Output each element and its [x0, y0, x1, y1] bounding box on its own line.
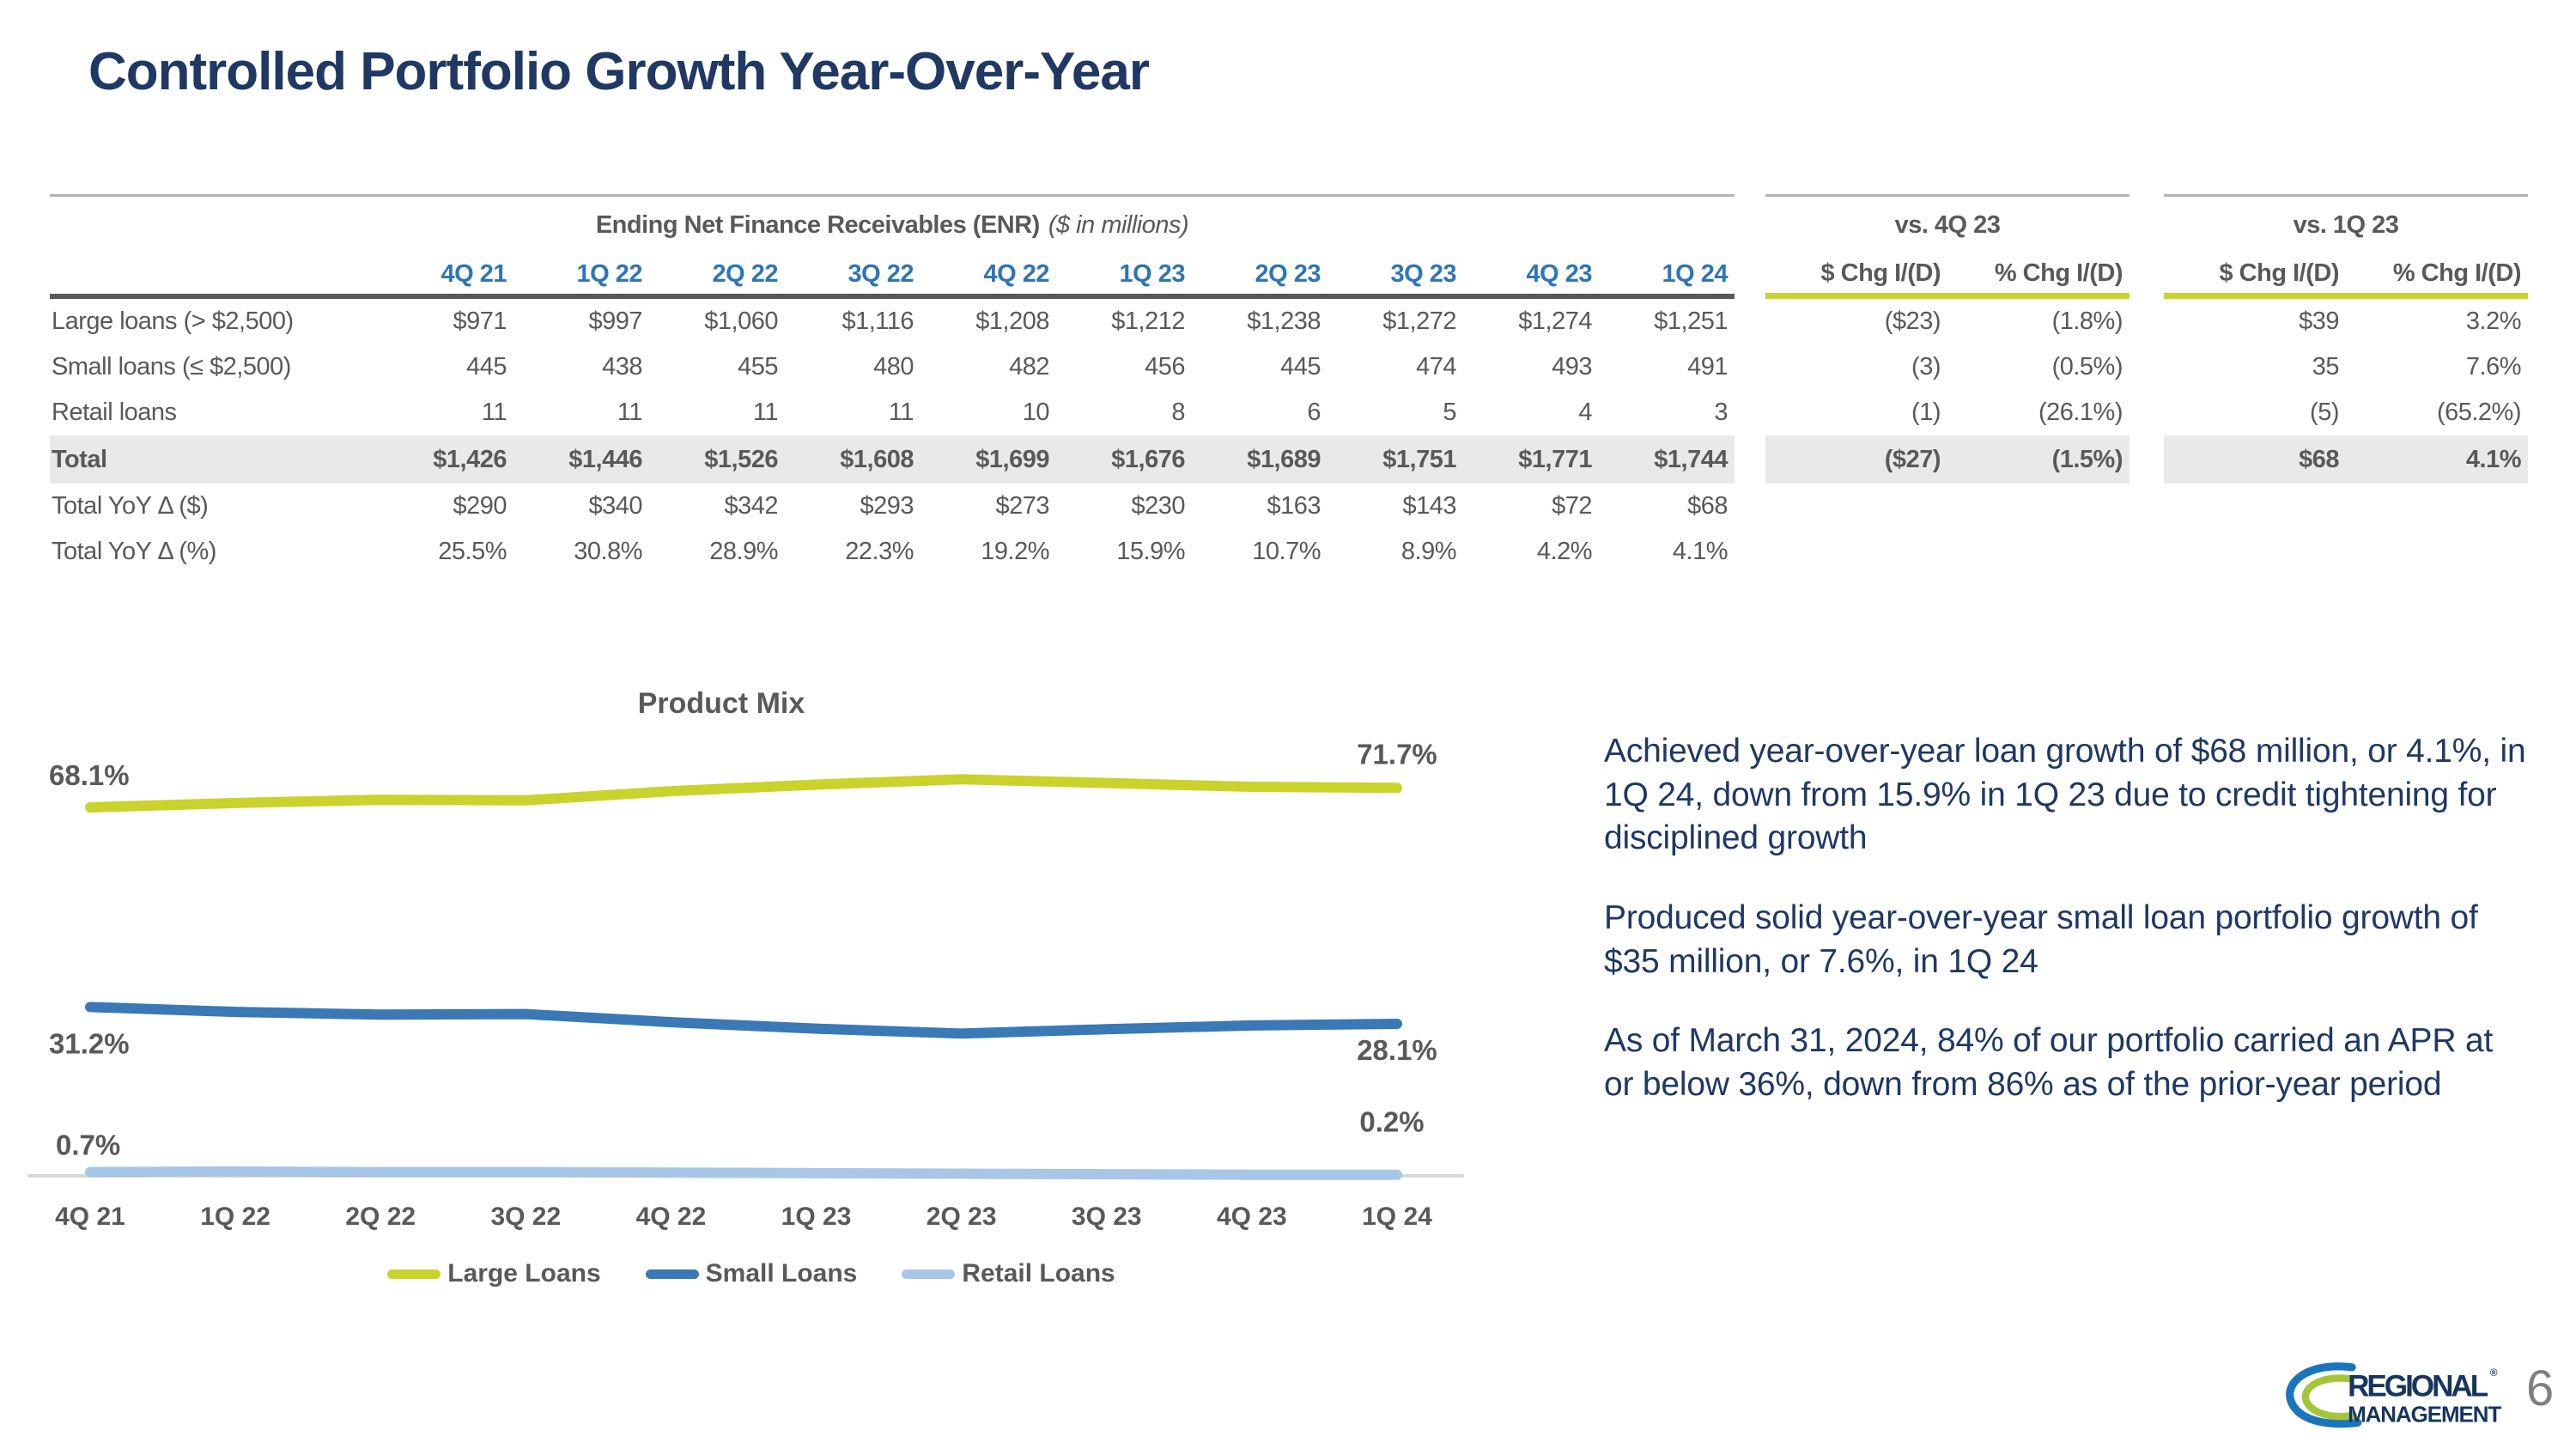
enr-table — [50, 194, 2528, 575]
table-cell: 28.9% — [709, 538, 778, 565]
table-cell: 455 — [738, 353, 778, 381]
table-cell: 445 — [466, 353, 507, 381]
table-cell: 456 — [1145, 353, 1185, 381]
table-cell: 15.9% — [1116, 538, 1185, 565]
row-label: Retail loans — [52, 399, 177, 426]
quarter-header: 4Q 21 — [378, 254, 513, 299]
vs-4q23-pct-cell: (26.1%) — [2038, 399, 2123, 426]
table-cell: 3 — [1714, 399, 1728, 426]
logo-text-bottom: MANAGEMENT — [2348, 1401, 2502, 1428]
table-cell: 4.1% — [1672, 538, 1728, 565]
table-cell: $340 — [588, 492, 642, 520]
commentary-text — [1604, 730, 2527, 1143]
enr-section-header — [50, 194, 1735, 254]
table-cell: 22.3% — [845, 538, 914, 565]
table-cell: 19.2% — [981, 538, 1049, 565]
table-cell: $1,426 — [378, 435, 513, 484]
table-cell: 6 — [1307, 399, 1321, 426]
legend-swatch — [387, 1269, 440, 1279]
table-cell: $1,771 — [1463, 435, 1599, 484]
table-cell: 11 — [481, 399, 507, 426]
chart-plot-area — [26, 727, 1477, 1216]
table-cell: $1,699 — [920, 435, 1056, 484]
legend-item-retail-loans — [902, 1259, 1115, 1288]
data-label-start: 0.7% — [56, 1129, 121, 1161]
table-cell: $68 — [1687, 492, 1728, 520]
vs-1q23-pct-cell: (65.2%) — [2436, 399, 2521, 426]
row-label: Small loans (≤ $2,500) — [52, 353, 291, 381]
table-cell: $1,274 — [1518, 307, 1592, 335]
logo-trademark: ® — [2489, 1367, 2498, 1379]
x-tick-label: 2Q 23 — [926, 1202, 997, 1231]
logo-svg — [2277, 1360, 2507, 1435]
vs-4q23-header: vs. 4Q 23 — [1765, 194, 2129, 254]
logo-text-top: REGIONAL — [2348, 1369, 2489, 1403]
legend-item-small-loans — [646, 1259, 858, 1288]
data-label-end: 28.1% — [1357, 1033, 1437, 1066]
data-label-start: 68.1% — [49, 758, 130, 791]
quarter-header: 2Q 22 — [649, 254, 785, 299]
bullet-loan-growth: Achieved year-over-year loan growth of $68 million, or 4.1%, in 1Q 24, down from 15.9% in 1Q 23 due to credit tightening for disciplined growth — [1604, 733, 2526, 857]
vs-1q23-dollar-cell: 35 — [2312, 353, 2339, 381]
product-mix-chart — [26, 677, 1477, 1338]
table-cell: $290 — [453, 492, 507, 520]
bullet-small-loan-growth: Produced solid year-over-year small loan portfolio growth of $35 million, or 7.6%, in 1Q 24 — [1604, 899, 2478, 980]
legend-label: Small Loans — [705, 1259, 858, 1288]
column-header-spacer — [50, 254, 378, 299]
legend-label: Large Loans — [447, 1259, 601, 1288]
table-cell: $997 — [588, 307, 642, 335]
legend-swatch — [646, 1269, 699, 1279]
vs-1q23-pct-cell: 7.6% — [2465, 353, 2521, 381]
quarter-header: 1Q 22 — [513, 254, 649, 299]
vs-4q23-dollar-cell: ($23) — [1884, 307, 1941, 335]
row-label: Total — [50, 435, 378, 484]
x-tick-label: 2Q 22 — [345, 1202, 416, 1231]
table-cell: $1,689 — [1192, 435, 1327, 484]
x-tick-label: 4Q 22 — [635, 1202, 707, 1231]
table-cell: 30.8% — [574, 538, 642, 565]
table-cell: 11 — [888, 399, 914, 426]
table-cell: $1,251 — [1654, 307, 1728, 335]
table-cell: $971 — [453, 307, 507, 335]
table-cell: $1,608 — [785, 435, 920, 484]
vs-4q23-pct-cell: (0.5%) — [2051, 353, 2123, 381]
table-cell: $72 — [1552, 492, 1592, 520]
table-cell: 8.9% — [1400, 538, 1456, 565]
series-line-large-loans — [90, 779, 1397, 807]
vs-1q23-dollar-cell: $39 — [2299, 307, 2339, 335]
table-cell: $1,116 — [841, 307, 914, 335]
table-cell: 10.7% — [1252, 538, 1321, 565]
table-cell: 438 — [602, 353, 642, 381]
data-label-end: 71.7% — [1357, 738, 1437, 770]
line-chart-svg — [26, 727, 1477, 1212]
table-cell: 5 — [1443, 399, 1456, 426]
quarter-header: 1Q 24 — [1599, 254, 1735, 299]
table-cell: 445 — [1280, 353, 1321, 381]
legend-item-large-loans — [387, 1259, 600, 1288]
table-cell: $1,272 — [1382, 307, 1456, 335]
vs-4q23-dollar-cell: ($27) — [1765, 435, 1947, 484]
table-cell: 10 — [1022, 399, 1049, 426]
vs-4q23-dollar-cell: (1) — [1911, 399, 1941, 426]
vs-4q23-pct-cell: (1.5%) — [1947, 435, 2129, 484]
table-cell: $1,208 — [975, 307, 1049, 335]
table-cell: $163 — [1267, 492, 1321, 520]
row-label: Large loans (> $2,500) — [52, 307, 294, 335]
chg-column-header: $ Chg I/(D) — [2164, 254, 2346, 299]
table-cell: $1,751 — [1327, 435, 1463, 484]
data-label-start: 31.2% — [49, 1027, 130, 1060]
chg-column-header: % Chg I/(D) — [1947, 254, 2129, 299]
x-tick-label: 3Q 22 — [490, 1202, 562, 1231]
page-title: Controlled Portfolio Growth Year-Over-Year — [88, 42, 1149, 101]
table-cell: $143 — [1402, 492, 1456, 520]
table-cell: 11 — [752, 399, 778, 426]
vs-1q23-dollar-cell: $68 — [2164, 435, 2346, 484]
table-cell: $230 — [1131, 492, 1185, 520]
data-label-end: 0.2% — [1359, 1105, 1425, 1138]
quarter-header: 3Q 23 — [1327, 254, 1463, 299]
x-tick-label: 1Q 24 — [1362, 1202, 1432, 1231]
table-cell: 474 — [1416, 353, 1456, 381]
chart-legend — [26, 1259, 1477, 1288]
table-cell: $342 — [724, 492, 778, 520]
enr-header-text: Ending Net Finance Receivables (ENR) — [595, 211, 1040, 239]
vs-1q23-pct-cell: 3.2% — [2465, 307, 2521, 335]
x-tick-label: 4Q 23 — [1217, 1202, 1287, 1231]
table-cell: 4 — [1578, 399, 1592, 426]
series-line-retail-loans — [90, 1172, 1397, 1175]
x-tick-label: 3Q 23 — [1071, 1202, 1142, 1231]
quarter-header: 4Q 23 — [1463, 254, 1599, 299]
chg-column-header: $ Chg I/(D) — [1765, 254, 1947, 299]
table-cell: 480 — [873, 353, 914, 381]
vs-4q23-dollar-cell: (3) — [1911, 353, 1941, 381]
table-cell: 4.2% — [1536, 538, 1592, 565]
chg-column-header: % Chg I/(D) — [2346, 254, 2528, 299]
quarter-header: 3Q 22 — [785, 254, 920, 299]
enr-header-note: ($ in millions) — [1048, 211, 1189, 239]
table-cell: 25.5% — [438, 538, 507, 565]
vs-1q23-dollar-cell: (5) — [2310, 399, 2339, 426]
vs-4q23-pct-cell: (1.8%) — [2051, 307, 2123, 335]
table-cell: $1,446 — [513, 435, 649, 484]
row-label: Total YoY Δ (%) — [52, 538, 216, 565]
table-cell: $1,238 — [1247, 307, 1321, 335]
x-tick-label: 4Q 21 — [55, 1202, 125, 1231]
table-cell: $1,526 — [649, 435, 785, 484]
table-cell: 8 — [1171, 399, 1185, 426]
table-cell: $293 — [860, 492, 914, 520]
row-label: Total YoY Δ ($) — [52, 492, 209, 520]
legend-label: Retail Loans — [962, 1259, 1115, 1288]
quarter-header: 2Q 23 — [1192, 254, 1327, 299]
logo-swoosh-green — [2306, 1378, 2354, 1416]
table-cell: $1,212 — [1111, 307, 1185, 335]
table-cell: $1,676 — [1056, 435, 1192, 484]
chart-title: Product Mix — [637, 687, 805, 720]
vs-1q23-pct-cell: 4.1% — [2346, 435, 2528, 484]
page-number: 6 — [2526, 1361, 2555, 1416]
table-cell: 491 — [1687, 353, 1728, 381]
vs-1q23-header: vs. 1Q 23 — [2164, 194, 2528, 254]
legend-swatch — [902, 1269, 955, 1279]
table-cell: $1,744 — [1599, 435, 1735, 484]
table-cell: $1,060 — [704, 307, 778, 335]
quarter-header: 4Q 22 — [920, 254, 1056, 299]
x-tick-label: 1Q 22 — [200, 1202, 270, 1231]
x-tick-label: 1Q 23 — [781, 1202, 852, 1231]
table-cell: $273 — [995, 492, 1049, 520]
table-cell: 482 — [1009, 353, 1049, 381]
series-line-small-loans — [90, 1007, 1397, 1033]
table-cell: 11 — [617, 399, 642, 426]
table-cell: 493 — [1552, 353, 1592, 381]
bullet-apr: As of March 31, 2024, 84% of our portfolio carried an APR at or below 36%, down from 86% as of the prior-year period — [1604, 1022, 2494, 1104]
quarter-header: 1Q 23 — [1056, 254, 1192, 299]
regional-management-logo — [2277, 1360, 2507, 1440]
